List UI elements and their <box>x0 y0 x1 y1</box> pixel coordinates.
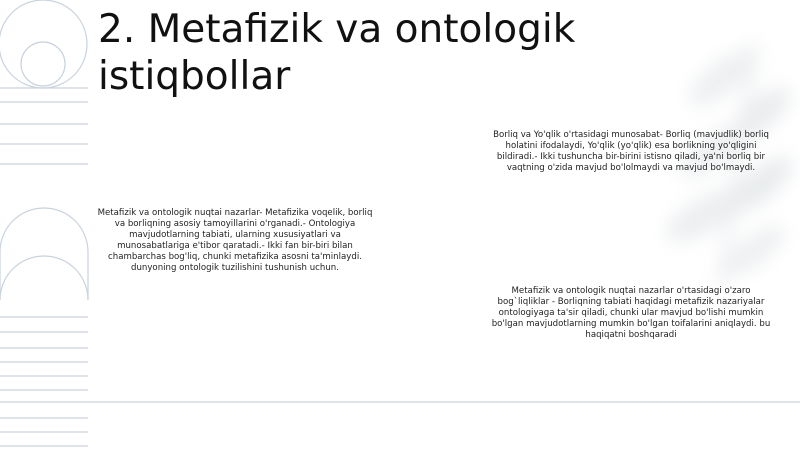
text-block-interrelations: Metafizik va ontologik nuqtai nazarlar o'rtasidagi o'zaro bog`liqliklar - Borliqning tabiati haqidagi metafizik nazariyalar ontologiyaga ta'sir qiladi, chunki ular mavjud bo'lishi mumkin bo'lgan mavjudotlarning mumkin bo'lgan toifalarini aniqlaydi. bu haqiqatni boshqaradi <box>491 286 771 340</box>
slide-title: 2. Metafizik va ontologik istiqbollar <box>98 7 576 99</box>
text-block-metaphysical-views: Metafizik va ontologik nuqtai nazarlar- Metafizika voqelik, borliq va borliqning asosiy tamoyillarini o'rganadi.- Ontologiya mavjudotlarning tabiati, ularning xususiyatlari va munosabatlariga e'tibor qaratadi.- Ikki fan bir-biri bilan chambarchas bog'liq, chunki metafizika asosni ta'minlaydi. dunyoning ontologik tuzilishini tushunish uchun. <box>97 208 373 273</box>
text-block-being-and-nothingness: Borliq va Yo'qlik o'rtasidagi munosabat- Borliq (mavjudlik) borliq holatini ifodalaydi, Yo'qlik (yo'qlik) esa borlikning yo'qligini bildiradi.- Ikki tushuncha bir-birini istisno qiladi, ya'ni borliq bir vaqtning o'zida mavjud bo'lolmaydi va mavjud bo'lmaydi. <box>493 130 769 173</box>
